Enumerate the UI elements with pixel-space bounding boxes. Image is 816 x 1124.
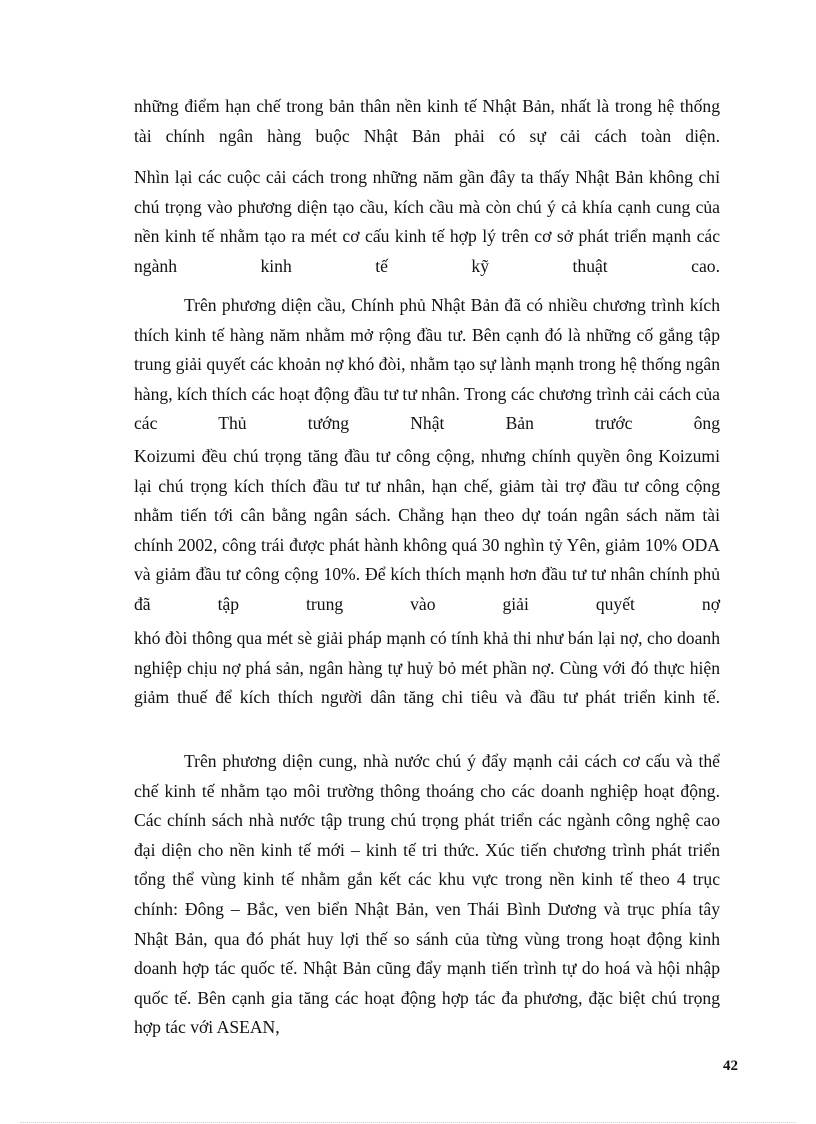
paragraph-reform-overview: Nhìn lại các cuộc cải cách trong những năm gần đây ta thấy Nhật Bản không chỉ chú trọng vào phương diện tạo cầu, kích cầu mà còn chú ý cả khía cạnh cung của nền kinh tế nhằm tạo ra mét cơ cấu kinh tế hợp lý trên cơ sở phát triển mạnh các ngành kinh tế kỹ thuật cao. xyxy=(134,167,720,276)
paragraph-supply-side: Trên phương diện cung, nhà nước chú ý đẩy mạnh cải cách cơ cấu và thể chế kinh tế nhằm tạo môi trường thông thoáng cho các doanh nghiệp hoạt động. Các chính sách nhà nước tập trung chú trọng phát triển các ngành công nghệ cao đại diện cho nền kinh tế mới – kinh tế tri thức. Xúc tiến chương trình phát triển tổng thể vùng kinh tế nhằm gắn kết các khu vực trong nền kinh tế theo 4 trục chính: Đông – Bắc, ven biển Nhật Bản, ven Thái Bình Dương và trục phía tây Nhật Bản, qua đó phát huy lợi thế so sánh của từng vùng trong hoạt động kinh doanh hợp tác quốc tế. Nhật Bản cũng đẩy mạnh tiến trình tự do hoá và hội nhập quốc tế. Bên cạnh gia tăng các hoạt động hợp tác đa phương, đặc biệt chú trọng hợp tác với ASEAN, xyxy=(134,751,720,1038)
paragraph-bad-debt: khó đòi thông qua mét sè giải pháp mạnh có tính khả thi như bán lại nợ, cho doanh nghiệp chịu nợ phá sản, ngân hàng tự huỷ bỏ mét phần nợ. Cùng với đó thực hiện giảm thuế để kích thích người dân tăng chi tiêu và đầu tư phát triển kinh tế. xyxy=(134,628,720,708)
paragraph-koizumi-policy: Koizumi đều chú trọng tăng đầu tư công cộng, nhưng chính quyền ông Koizumi lại chú trọng kích thích đầu tư tư nhân, hạn chế, giảm tài trợ đầu tư công cộng nhằm tiến tới cân bằng ngân sách. Chẳng hạn theo dự toán ngân sách năm tài chính 2002, công trái được phát hành không quá 30 nghìn tỷ Yên, giảm 10% ODA và giảm đầu tư công cộng 10%. Để kích thích mạnh hơn đầu tư tư nhân chính phủ đã tập trung vào giải quyết nợ xyxy=(134,446,720,614)
paragraph-demand-side: Trên phương diện cầu, Chính phủ Nhật Bản đã có nhiều chương trình kích thích kinh tế hàng năm nhằm mở rộng đầu tư. Bên cạnh đó là những cố gắng tập trung giải quyết các khoản nợ khó đòi, nhằm tạo sự lành mạnh trong hệ thống ngân hàng, kích thích các hoạt động đầu tư tư nhân. Trong các chương trình cải cách của các Thủ tướng Nhật Bản trước ông xyxy=(134,295,720,434)
page-number: 42 xyxy=(723,1058,738,1074)
paragraph-intro: những điểm hạn chế trong bản thân nền kinh tế Nhật Bản, nhất là trong hệ thống tài chính ngân hàng buộc Nhật Bản phải có sự cải cách toàn diện. xyxy=(134,96,720,146)
